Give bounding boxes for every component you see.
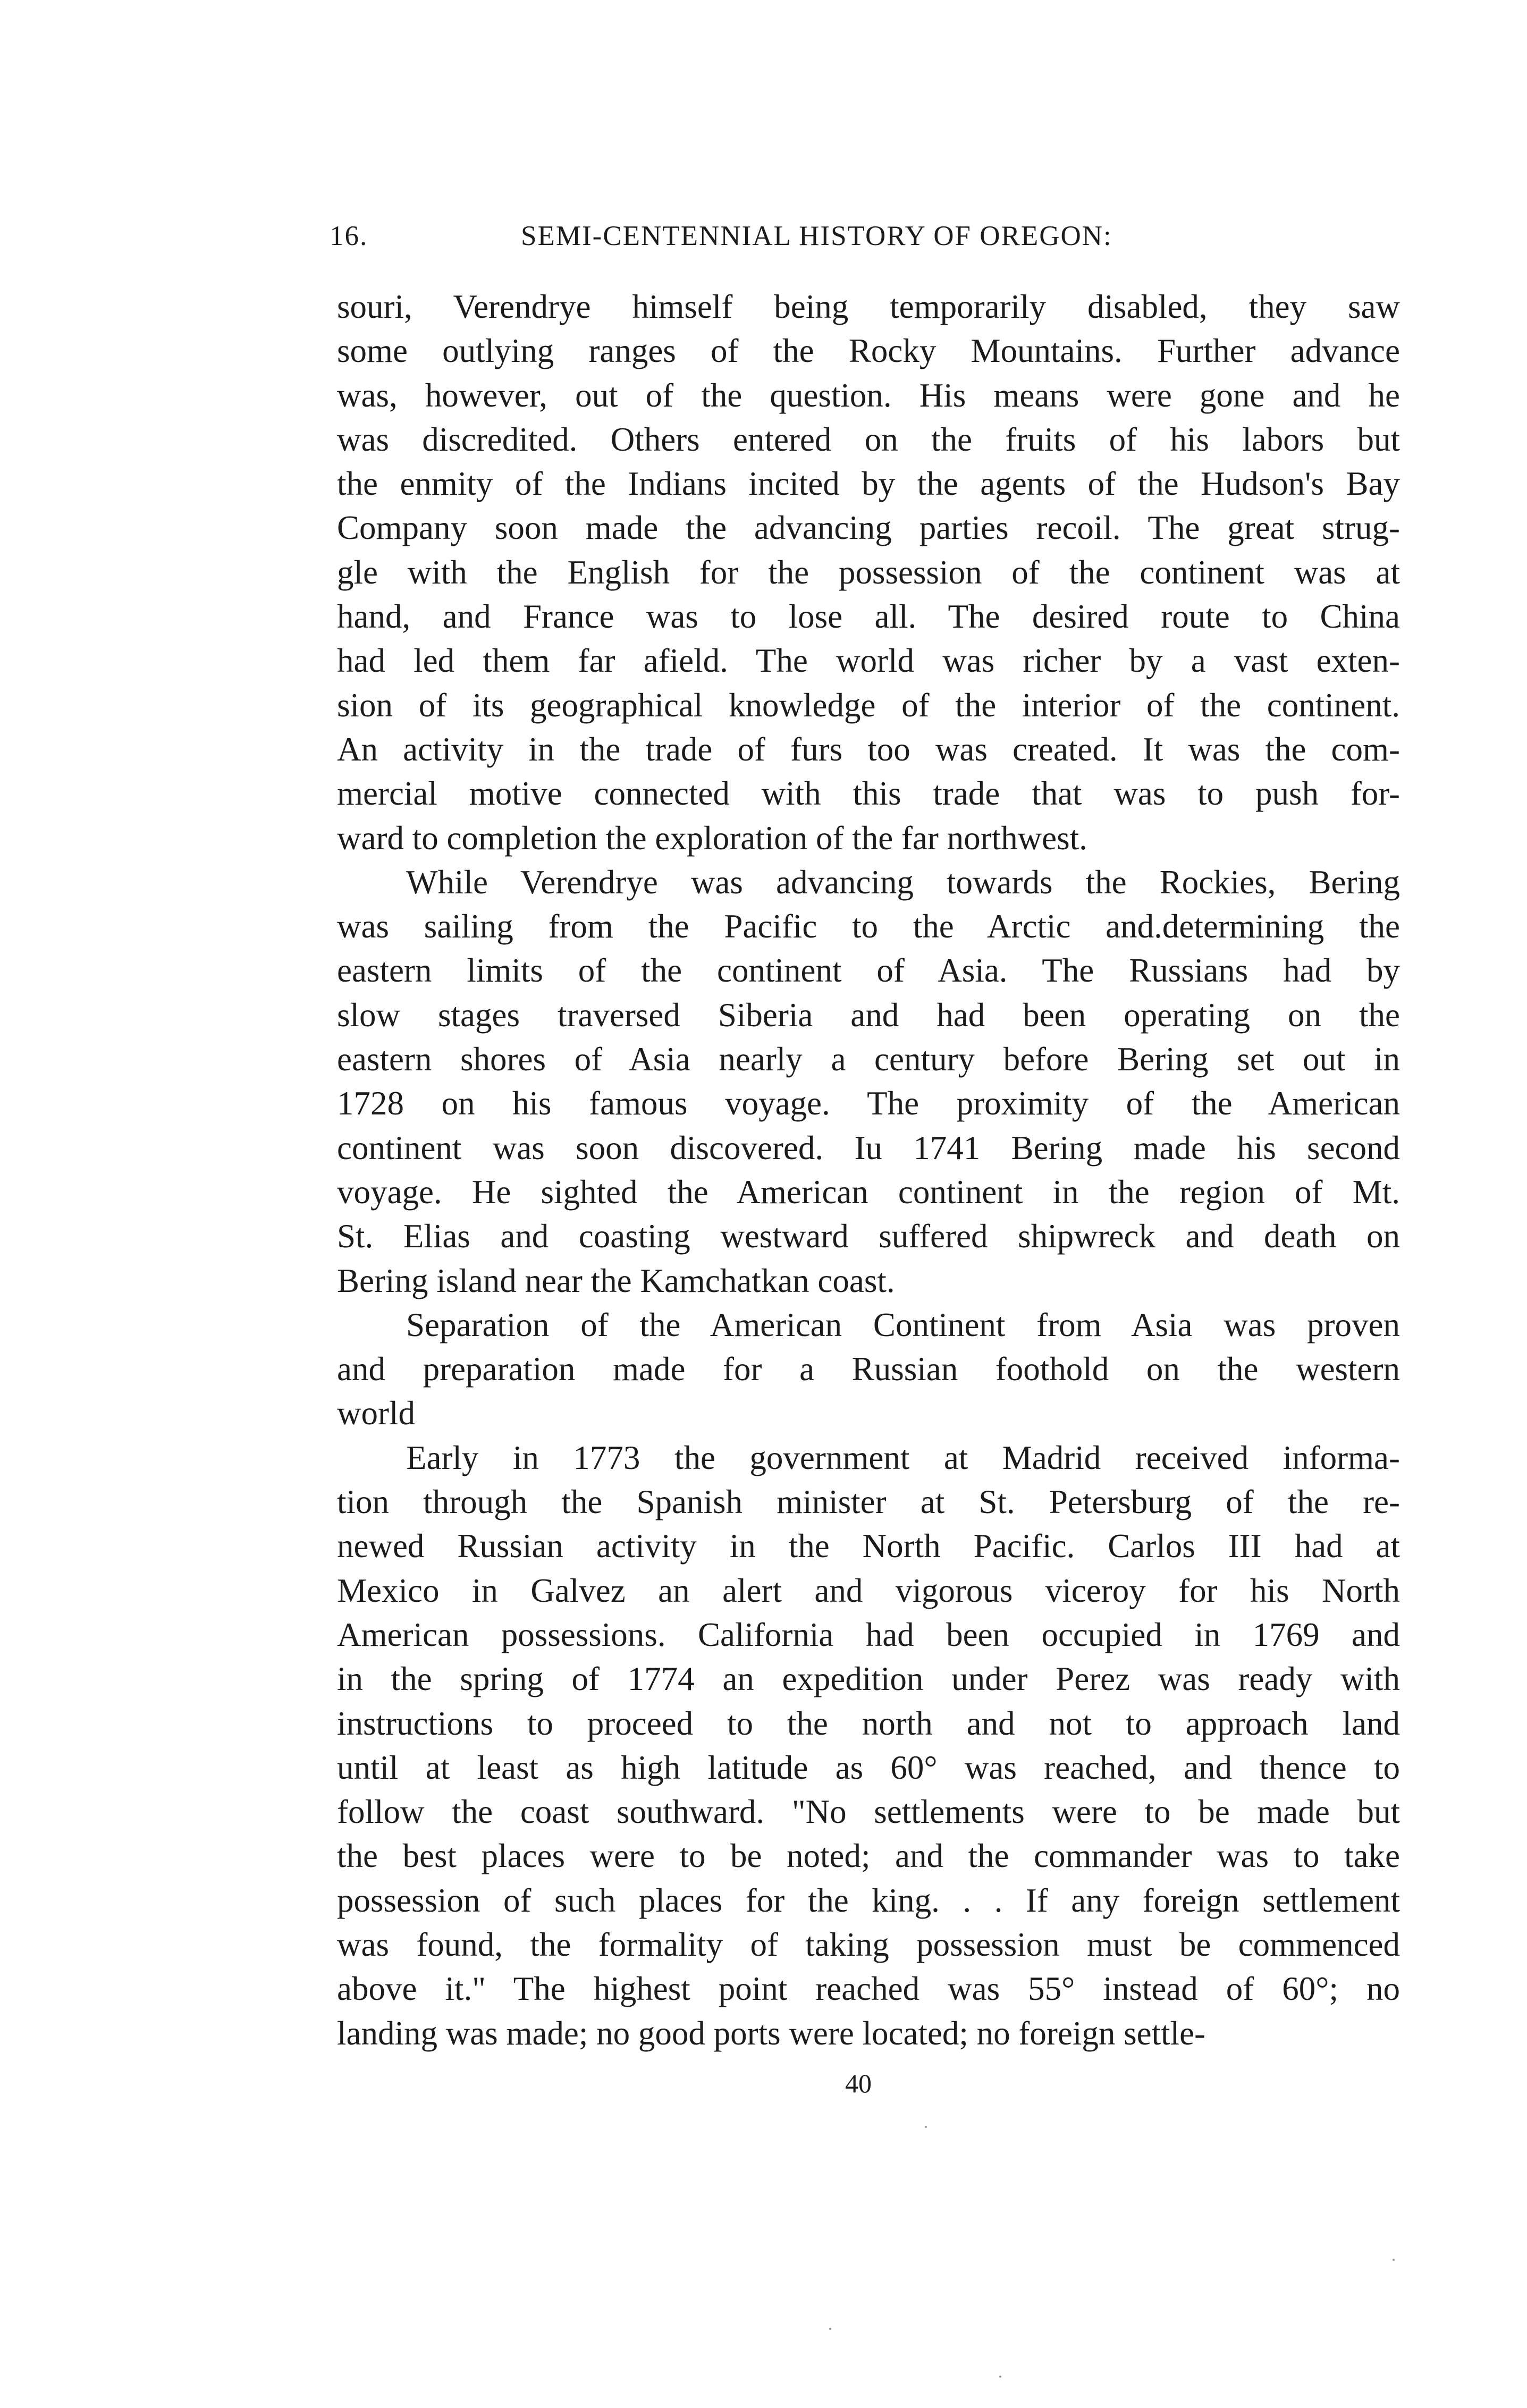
text-line: While Verendrye was advancing towards the Rockies, Bering xyxy=(406,863,1400,901)
folio: 16. xyxy=(330,221,368,251)
page-number: 40 xyxy=(845,2068,872,2098)
text-line: possession of such places for the king. . . If any foreign settlement xyxy=(337,1881,1400,1919)
text-line: above it." The highest point reached was 55° instead of 60°; no xyxy=(337,1970,1400,2008)
text-line: the enmity of the Indians incited by the agents of the Hudson's Bay xyxy=(337,465,1400,503)
text-line: in the spring of 1774 an expedition under Perez was ready with xyxy=(337,1660,1400,1698)
text-line: Mexico in Galvez an alert and vigorous viceroy for his North xyxy=(337,1571,1400,1609)
scan-speck xyxy=(925,2126,927,2128)
text-line: follow the coast southward. "No settlements were to be made but xyxy=(337,1793,1400,1831)
paragraph xyxy=(337,285,1400,860)
scan-speck xyxy=(829,2328,831,2330)
scan-speck xyxy=(1393,2259,1395,2261)
text-line: until at least as high latitude as 60° was reached, and thence to xyxy=(337,1748,1400,1786)
text-line: landing was made; no good ports were located; no foreign settle- xyxy=(337,2014,1206,2052)
text-line: voyage. He sighted the American continent in the region of Mt. xyxy=(337,1173,1400,1211)
scan-speck xyxy=(999,2376,1001,2378)
paragraph xyxy=(337,860,1400,1303)
running-head xyxy=(330,215,1403,257)
text-line: An activity in the trade of furs too was created. It was the com- xyxy=(337,730,1400,768)
text-block xyxy=(337,285,1400,2056)
text-line: American possessions. California had been occupied in 1769 and xyxy=(337,1616,1400,1653)
text-line: and preparation made for a Russian foothold on the western xyxy=(337,1350,1400,1388)
running-title: SEMI-CENTENNIAL HISTORY OF OREGON: xyxy=(521,221,1112,251)
text-line: was sailing from the Pacific to the Arctic and.determining the xyxy=(337,908,1400,945)
text-line: slow stages traversed Siberia and had been operating on the xyxy=(337,996,1400,1034)
text-line: souri, Verendrye himself being temporarily disabled, they saw xyxy=(337,288,1400,325)
text-line: world xyxy=(337,1395,415,1432)
text-line: newed Russian activity in the North Pacific. Carlos III had at xyxy=(337,1527,1400,1565)
text-line: Bering island near the Kamchatkan coast. xyxy=(337,1262,895,1299)
paragraph xyxy=(337,1436,1400,2056)
text-line: was, however, out of the question. His means were gone and he xyxy=(337,376,1400,414)
paragraph xyxy=(337,1303,1400,1436)
text-line: was found, the formality of taking possession must be commenced xyxy=(337,1925,1400,1963)
text-line: the best places were to be noted; and the commander was to take xyxy=(337,1837,1400,1875)
text-line: eastern limits of the continent of Asia. The Russians had by xyxy=(337,952,1400,990)
text-line: Company soon made the advancing parties recoil. The great strug- xyxy=(337,509,1400,547)
text-line: instructions to proceed to the north and not to approach land xyxy=(337,1704,1400,1742)
text-line: continent was soon discovered. Iu 1741 Bering made his second xyxy=(337,1129,1400,1167)
text-line: had led them far afield. The world was richer by a vast exten- xyxy=(337,642,1400,680)
text-line: 1728 on his famous voyage. The proximity of the American xyxy=(337,1085,1400,1122)
text-line: gle with the English for the possession of the continent was at xyxy=(337,553,1400,591)
text-line: sion of its geographical knowledge of the interior of the continent. xyxy=(337,686,1400,724)
text-line: eastern shores of Asia nearly a century before Bering set out in xyxy=(337,1041,1400,1078)
text-line: ward to completion the exploration of the far northwest. xyxy=(337,819,1087,857)
text-line: hand, and France was to lose all. The desired route to China xyxy=(337,598,1400,636)
text-line: St. Elias and coasting westward suffered shipwreck and death on xyxy=(337,1218,1400,1255)
text-line: some outlying ranges of the Rocky Mountains. Further advance xyxy=(337,332,1400,370)
text-line: was discredited. Others entered on the fruits of his labors but xyxy=(337,420,1400,458)
text-line: Separation of the American Continent from Asia was proven xyxy=(406,1306,1400,1344)
text-line: Early in 1773 the government at Madrid received informa- xyxy=(406,1439,1400,1476)
text-line: mercial motive connected with this trade that was to push for- xyxy=(337,775,1400,813)
text-line: tion through the Spanish minister at St. Petersburg of the re- xyxy=(337,1483,1400,1521)
